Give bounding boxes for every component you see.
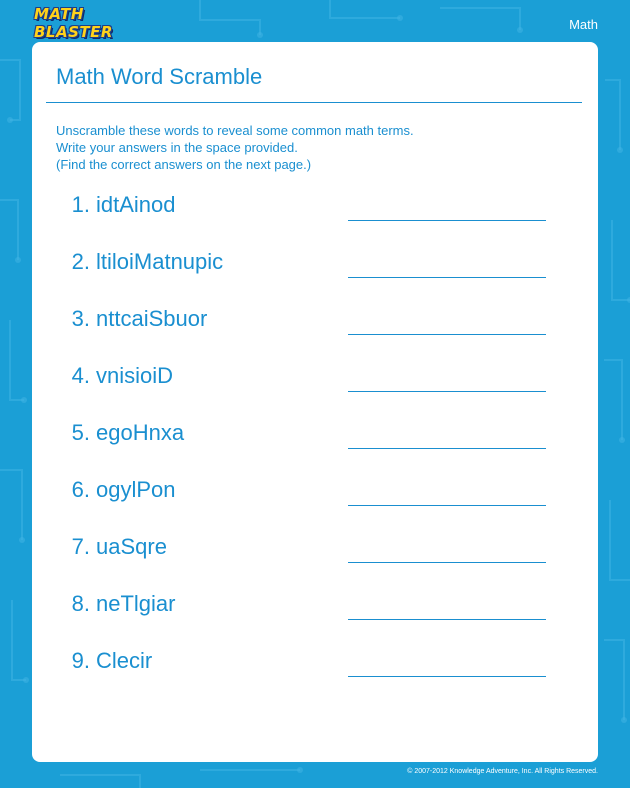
instruction-line: Unscramble these words to reveal some common math terms.	[56, 123, 414, 138]
subject-label: Math	[569, 17, 598, 32]
scramble-item	[60, 591, 560, 621]
scrambled-word: uaSqre	[96, 534, 167, 559]
item-number: 5.	[71, 420, 90, 445]
answer-line[interactable]	[348, 391, 546, 392]
instruction-line: Write your answers in the space provided.	[56, 140, 298, 155]
scrambled-word: nttcaiSbuor	[96, 306, 208, 331]
copyright-notice: © 2007-2012 Knowledge Adventure, Inc. All Rights Reserved.	[407, 768, 598, 775]
scramble-item	[60, 363, 560, 393]
answer-line[interactable]	[348, 448, 546, 449]
scrambled-word: ltiloiMatnupic	[96, 249, 224, 274]
scramble-item	[60, 648, 560, 678]
scramble-item	[60, 420, 560, 450]
scramble-item	[60, 477, 560, 507]
item-number: 3.	[71, 306, 90, 331]
item-number: 1.	[71, 192, 90, 217]
item-number: 8.	[71, 591, 90, 616]
title-divider	[46, 102, 582, 103]
page-title: Math Word Scramble	[56, 64, 263, 89]
logo-text: MATH BLASTER	[34, 5, 113, 41]
scramble-item	[60, 249, 560, 279]
math-blaster-logo[interactable]	[34, 5, 160, 41]
answer-line[interactable]	[348, 676, 546, 677]
instruction-line: (Find the correct answers on the next page.)	[56, 157, 312, 172]
worksheet-card	[32, 42, 598, 762]
answer-line[interactable]	[348, 562, 546, 563]
scrambled-word: egoHnxa	[96, 420, 185, 445]
scramble-item	[60, 534, 560, 564]
item-number: 4.	[71, 363, 90, 388]
scrambled-word: neTlgiar	[96, 591, 176, 616]
scrambled-word: idtAinod	[96, 192, 176, 217]
answer-line[interactable]	[348, 619, 546, 620]
item-number: 7.	[71, 534, 90, 559]
instructions	[56, 122, 414, 173]
scrambled-word: Clecir	[96, 648, 153, 673]
answer-line[interactable]	[348, 220, 546, 221]
answer-line[interactable]	[348, 505, 546, 506]
answer-line[interactable]	[348, 334, 546, 335]
item-number: 2.	[71, 249, 90, 274]
item-number: 9.	[71, 648, 90, 673]
scramble-item	[60, 192, 560, 222]
scramble-item	[60, 306, 560, 336]
scrambled-word: vnisioiD	[96, 363, 174, 388]
answer-line[interactable]	[348, 277, 546, 278]
scrambled-word: ogylPon	[96, 477, 176, 502]
item-number: 6.	[71, 477, 90, 502]
